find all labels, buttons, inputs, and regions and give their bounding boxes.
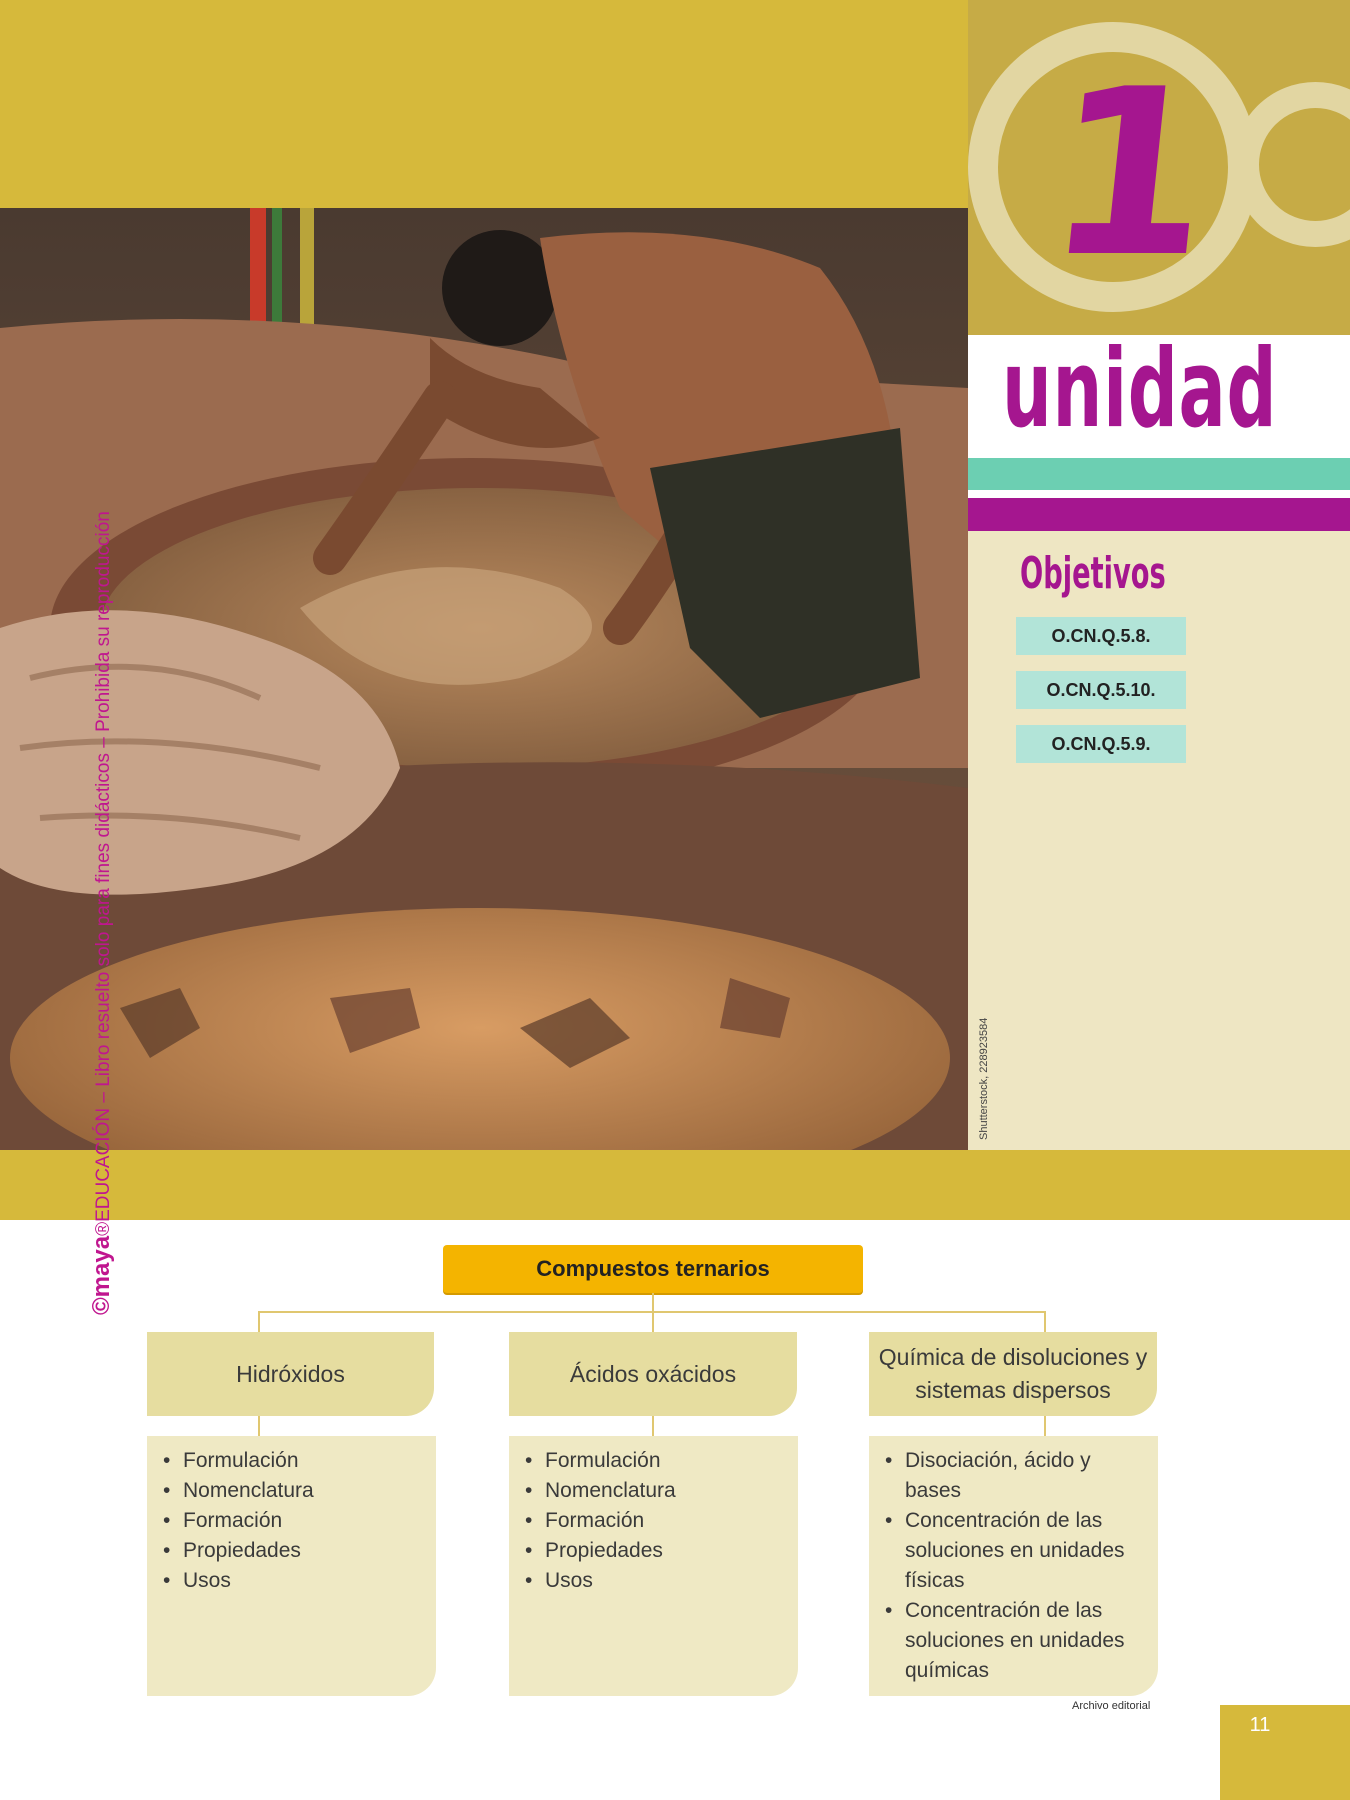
list-item: • Formación: [525, 1506, 786, 1536]
connector-line: [1044, 1311, 1046, 1332]
page-number: 11: [1249, 1714, 1271, 1736]
branch-list-disoluciones: [869, 1436, 1158, 1696]
header-band: [0, 0, 968, 208]
list-item: • Concentración de las soluciones en unidades químicas: [885, 1596, 1146, 1686]
branch-list-acidos: [509, 1436, 798, 1696]
list-item: • Formulación: [163, 1446, 424, 1476]
list-item: • Disociación, ácido y bases: [885, 1446, 1146, 1506]
concept-map-title: Compuestos ternarios: [443, 1245, 863, 1293]
connector-line: [258, 1311, 260, 1332]
connector-line: [652, 1293, 654, 1313]
list-item: • Propiedades: [525, 1536, 786, 1566]
watermark-brand: ©maya: [88, 1235, 115, 1315]
footer-band: [0, 1150, 1350, 1220]
connector-line: [652, 1416, 654, 1436]
branch-heading-disoluciones: Química de disoluciones y sistemas dispersos: [869, 1332, 1157, 1416]
photo-credit: Shutterstock, 228923584: [978, 1017, 990, 1140]
objectives-title: Objetivos: [1020, 548, 1166, 599]
branch-list-hidroxidos: [147, 1436, 436, 1696]
list-item: • Propiedades: [163, 1536, 424, 1566]
objective-code: O.CN.Q.5.8.: [1016, 617, 1186, 655]
connector-line: [258, 1416, 260, 1436]
list-item: • Formación: [163, 1506, 424, 1536]
teal-stripe: [968, 458, 1350, 490]
branch-heading-hidroxidos: Hidróxidos: [147, 1332, 434, 1416]
list-item: • Concentración de las soluciones en unidades físicas: [885, 1506, 1146, 1596]
connector-line: [652, 1311, 654, 1332]
list-item: • Nomenclatura: [163, 1476, 424, 1506]
magenta-stripe: [968, 498, 1350, 531]
list-item: • Usos: [525, 1566, 786, 1596]
list-item: • Formulación: [525, 1446, 786, 1476]
watermark-text: ®EDUCACIÓN – Libro resuelto solo para fines didácticos – Prohibida su reproducción: [93, 511, 114, 1236]
connector-line: [1044, 1416, 1046, 1436]
tannery-photo: [0, 208, 968, 1195]
objective-code: O.CN.Q.5.10.: [1016, 671, 1186, 709]
map-credit: Archivo editorial: [1072, 1700, 1151, 1712]
photo-illustration: [0, 208, 968, 1195]
list-item: • Usos: [163, 1566, 424, 1596]
unit-label: unidad: [1002, 327, 1278, 452]
objective-code: O.CN.Q.5.9.: [1016, 725, 1186, 763]
list-item: • Nomenclatura: [525, 1476, 786, 1506]
branch-heading-acidos: Ácidos oxácidos: [509, 1332, 797, 1416]
copyright-watermark: [88, 511, 116, 1315]
decorative-ring-small: [1233, 82, 1350, 247]
unit-number: 1: [1036, 41, 1225, 308]
